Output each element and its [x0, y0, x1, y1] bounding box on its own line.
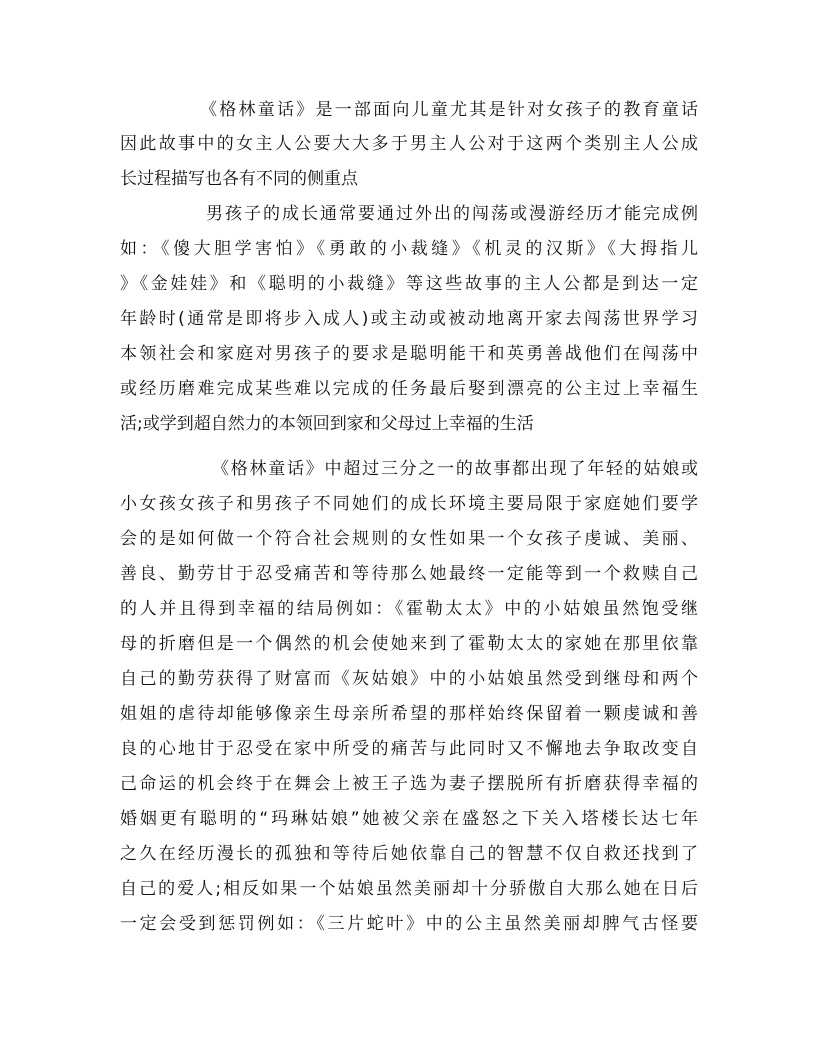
text-line: 长过程描写也各有不同的侧重点	[120, 169, 358, 189]
text-line: 男孩子的成长通常要通过外出的闯荡或漫游经历才能完成例	[206, 204, 698, 224]
text-line: 的人并且得到幸福的结局例如：《霍勒太太》中的小姑娘虽然饱受继	[120, 599, 698, 619]
text-line: 一定会受到惩罚例如：《三片蛇叶》中的公主虽然美丽却脾气古怪要	[120, 914, 698, 934]
text-line: 会的是如何做一个符合社会规则的女性如果一个女孩子虔诚、美丽、	[120, 529, 698, 549]
text-line: 姐姐的虐待却能够像亲生母亲所希望的那样始终保留着一颗虔诚和善	[120, 704, 698, 724]
text-line: 活;或学到超自然力的本领回到家和父母过上幸福的生活	[120, 414, 534, 434]
text-line: 母的折磨但是一个偶然的机会使她来到了霍勒太太的家她在那里依靠	[120, 634, 698, 654]
text-line: 《格林童话》是一部面向儿童尤其是针对女孩子的教育童话	[200, 100, 698, 120]
text-line: 因此故事中的女主人公要大大多于男主人公对于这两个类别主人公成	[120, 134, 698, 154]
text-line: 小女孩女孩子和男孩子不同她们的成长环境主要局限于家庭她们要学	[120, 494, 698, 514]
text-line: 》《金娃娃》和《聪明的小裁缝》等这些故事的主人公都是到达一定	[120, 274, 698, 294]
text-line: 或经历磨难完成某些难以完成的任务最后娶到漂亮的公主过上幸福生	[120, 379, 698, 399]
text-line: 之久在经历漫长的孤独和等待后她依靠自己的智慧不仅自救还找到了	[120, 844, 698, 864]
text-line: 本领社会和家庭对男孩子的要求是聪明能干和英勇善战他们在闯荡中	[120, 344, 698, 364]
text-line: 自己的爱人;相反如果一个姑娘虽然美丽却十分骄傲自大那么她在日后	[120, 879, 698, 899]
text-line: 良的心地甘于忍受在家中所受的痛苦与此同时又不懈地去争取改变自	[120, 739, 698, 759]
text-line: 如：《傻大胆学害怕》《勇敢的小裁缝》《机灵的汉斯》《大拇指儿	[120, 239, 698, 259]
text-line: 年龄时(通常是即将步入成人)或主动或被动地离开家去闯荡世界学习	[120, 309, 698, 329]
text-line: 《格林童话》中超过三分之一的故事都出现了年轻的姑娘或	[212, 459, 698, 479]
text-line: 善良、勤劳甘于忍受痛苦和等待那么她最终一定能等到一个救赎自己	[120, 564, 698, 584]
text-line: 自己的勤劳获得了财富而《灰姑娘》中的小姑娘虽然受到继母和两个	[120, 669, 698, 689]
text-line: 己命运的机会终于在舞会上被王子选为妻子摆脱所有折磨获得幸福的	[120, 774, 698, 794]
text-line: 婚姻更有聪明的“玛琳姑娘”她被父亲在盛怒之下关入塔楼长达七年	[120, 809, 698, 829]
